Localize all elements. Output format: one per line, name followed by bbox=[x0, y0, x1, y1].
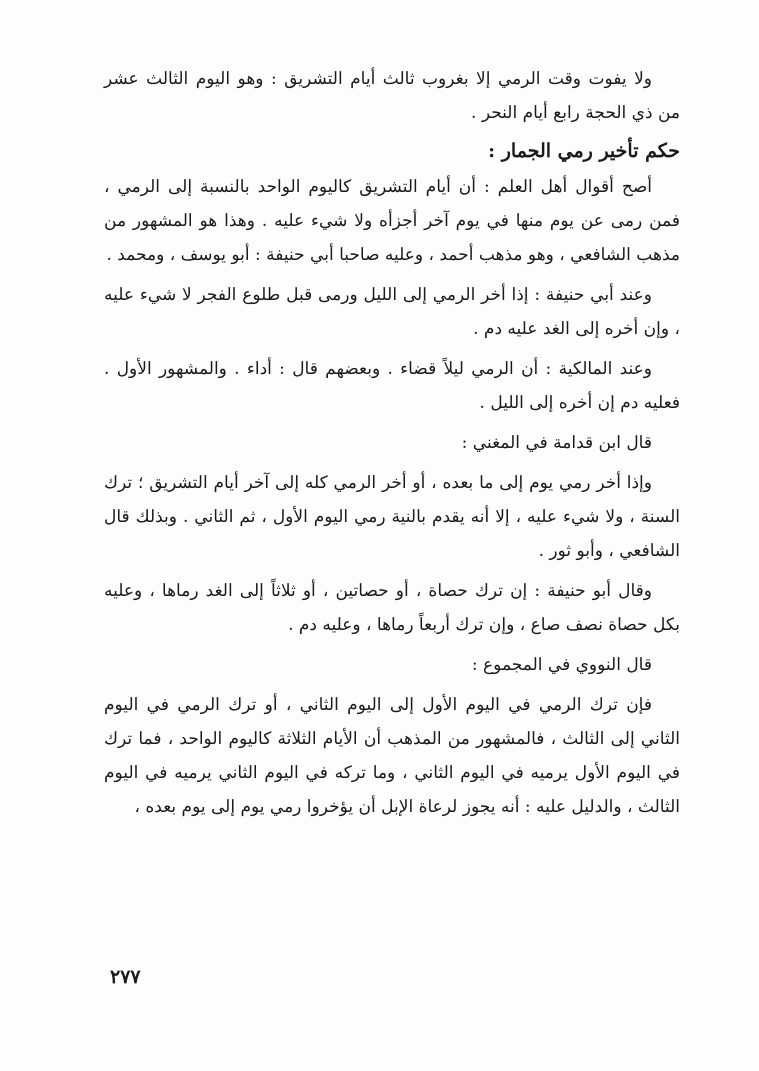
paragraph-malikiyya: وعند المالكية : أن الرمي ليلاً قضاء . وبعضهم قال : أداء . والمشهور الأول . فعليه دم إن أخره إلى الليل . bbox=[104, 359, 680, 413]
paragraph-abu-hanifa: وعند أبي حنيفة : إذا أخر الرمي إلى الليل ورمى قبل طلوع الفجر لا شيء عليه ، وإن أخره إلى الغد عليه دم . bbox=[104, 285, 680, 339]
page-body bbox=[104, 62, 680, 824]
paragraph-rami-time: ولا يفوت وقت الرمي إلا بغروب ثالث أيام التشريق : وهو اليوم الثالث عشر من ذي الحجة رابع أيام النحر . bbox=[104, 69, 680, 123]
page-number: ٢٧٧ bbox=[110, 966, 141, 988]
paragraph-nawawi-intro: قال النووي في المجموع : bbox=[471, 655, 652, 675]
paragraph-abu-hanifa-pebbles: وقال أبو حنيفة : إن ترك حصاة ، أو حصاتين ، أو ثلاثاً إلى الغد رماها ، وعليه بكل حصاة نصف صاع ، وإن ترك أربعاً رماها ، وعليه دم . bbox=[104, 581, 680, 635]
paragraph-nawawi-quote: فإن ترك الرمي في اليوم الأول إلى اليوم الثاني ، أو ترك الرمي في اليوم الثاني إلى الثالث ، فالمشهور من المذهب أن الأيام الثلاثة كاليوم الواحد ، فما ترك في اليوم الأول يرميه في اليوم الثاني ، وما تركه في اليوم الثاني يرميه في اليوم الثالث ، والدليل عليه : أنه يجوز لرعاة الإبل أن يؤخروا رمي يوم إلى يوم بعده ، bbox=[104, 695, 680, 817]
paragraph-ibn-qudama-intro: قال ابن قدامة في المغني : bbox=[461, 433, 652, 453]
section-heading: حكم تأخير رمي الجمار : bbox=[488, 140, 680, 162]
paragraph-ibn-qudama-quote: وإذا أخر رمي يوم إلى ما بعده ، أو أخر الرمي كله إلى آخر أيام التشريق ؛ ترك السنة ، ولا شيء عليه ، إلا أنه يقدم بالنية رمي اليوم الأول ، ثم الثاني . وبذلك قال الشافعي ، وأبو ثور . bbox=[104, 473, 680, 561]
paragraph-scholars-opinion: أصح أقوال أهل العلم : أن أيام التشريق كاليوم الواحد بالنسبة إلى الرمي ، فمن رمى عن يوم منها في يوم آخر أجزأه ولا شيء عليه . وهذا هو المشهور من مذهب الشافعي ، وهو مذهب أحمد ، وعليه صاحبا أبي حنيفة : أبو يوسف ، ومحمد . bbox=[104, 177, 680, 265]
